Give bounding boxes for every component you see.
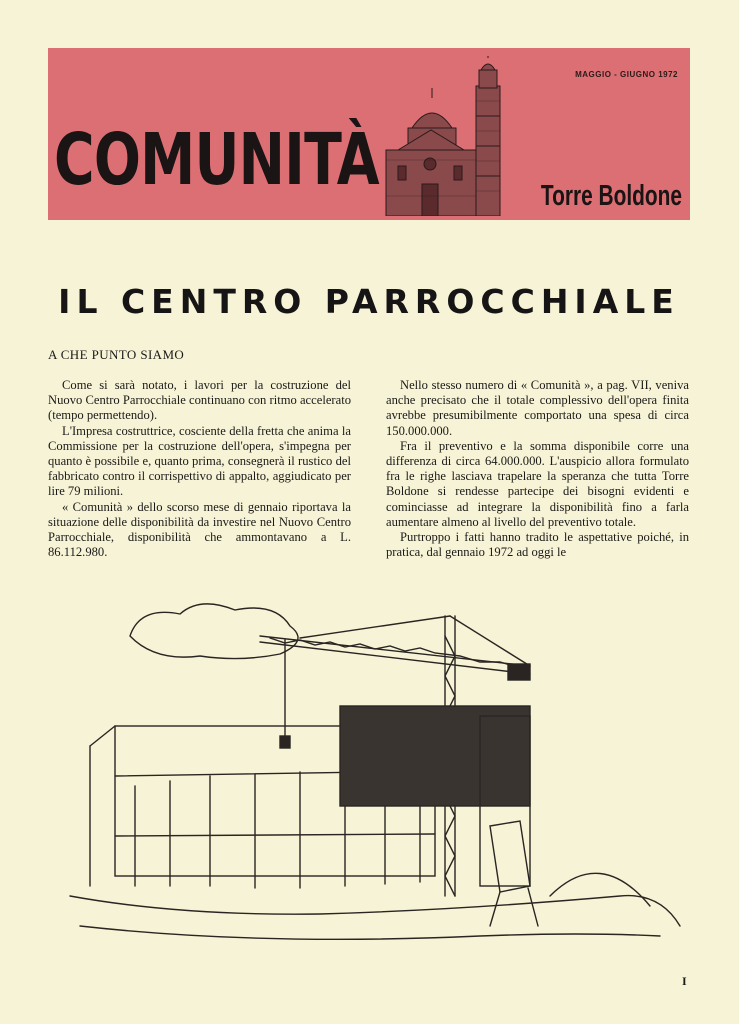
page-number: I — [682, 974, 687, 988]
paragraph: Come si sarà notato, i lavori per la costruzione del Nuovo Centro Parrocchiale continuano con ritmo accelerato (tempo permettendo). — [48, 378, 351, 423]
paragraph: L'Impresa costruttrice, cosciente della fretta che anima la Commissione per la costruzione dell'opera, s'impegna per quanto è possibile e, quanto prima, consegnerà il rustico del fabbricato contro il corrispettivo di appalto, aggiudicato per lire 79 milioni. — [48, 423, 351, 499]
magazine-title: COMUNITÀ — [54, 118, 379, 201]
paragraph: Fra il preventivo e la somma disponibile corre una differenza di circa 64.000.000. L'auspicio allora formulato fra le righe lasciava trapelare la speranza che tutta Torre Boldone si rendesse partecipe dei bisogni evidenti e cominciasse ad integrare la disponibilità fino a farla aumentare almeno al livello del preventivo totale. — [386, 438, 689, 529]
paragraph: Purtroppo i fatti hanno tradito le aspettative poiché, in pratica, dal gennaio 1972 ad oggi le — [386, 530, 689, 560]
paragraph: Nello stesso numero di « Comunità », a pag. VII, veniva anche precisato che il totale complessivo dell'opera finita avrebbe presumibilmente comportato una spesa di circa 150.000.000. — [386, 378, 689, 438]
church-illustration — [384, 56, 514, 216]
section-heading: A CHE PUNTO SIAMO — [48, 347, 185, 362]
masthead — [48, 48, 690, 220]
article-column-right — [386, 378, 689, 560]
article-headline: IL CENTRO PARROCCHIALE — [58, 282, 680, 321]
town-name: Torre Boldone — [540, 180, 682, 212]
article-column-left — [48, 378, 351, 560]
issue-date: MAGGIO - GIUGNO 1972 — [575, 70, 678, 79]
paragraph: « Comunità » dello scorso mese di gennaio riportava la situazione delle disponibilità da investire nel Nuovo Centro Parrocchiale, disponibilità che ammontavano a L. 86.112.980. — [48, 499, 351, 560]
construction-site-sketch — [60, 596, 690, 956]
